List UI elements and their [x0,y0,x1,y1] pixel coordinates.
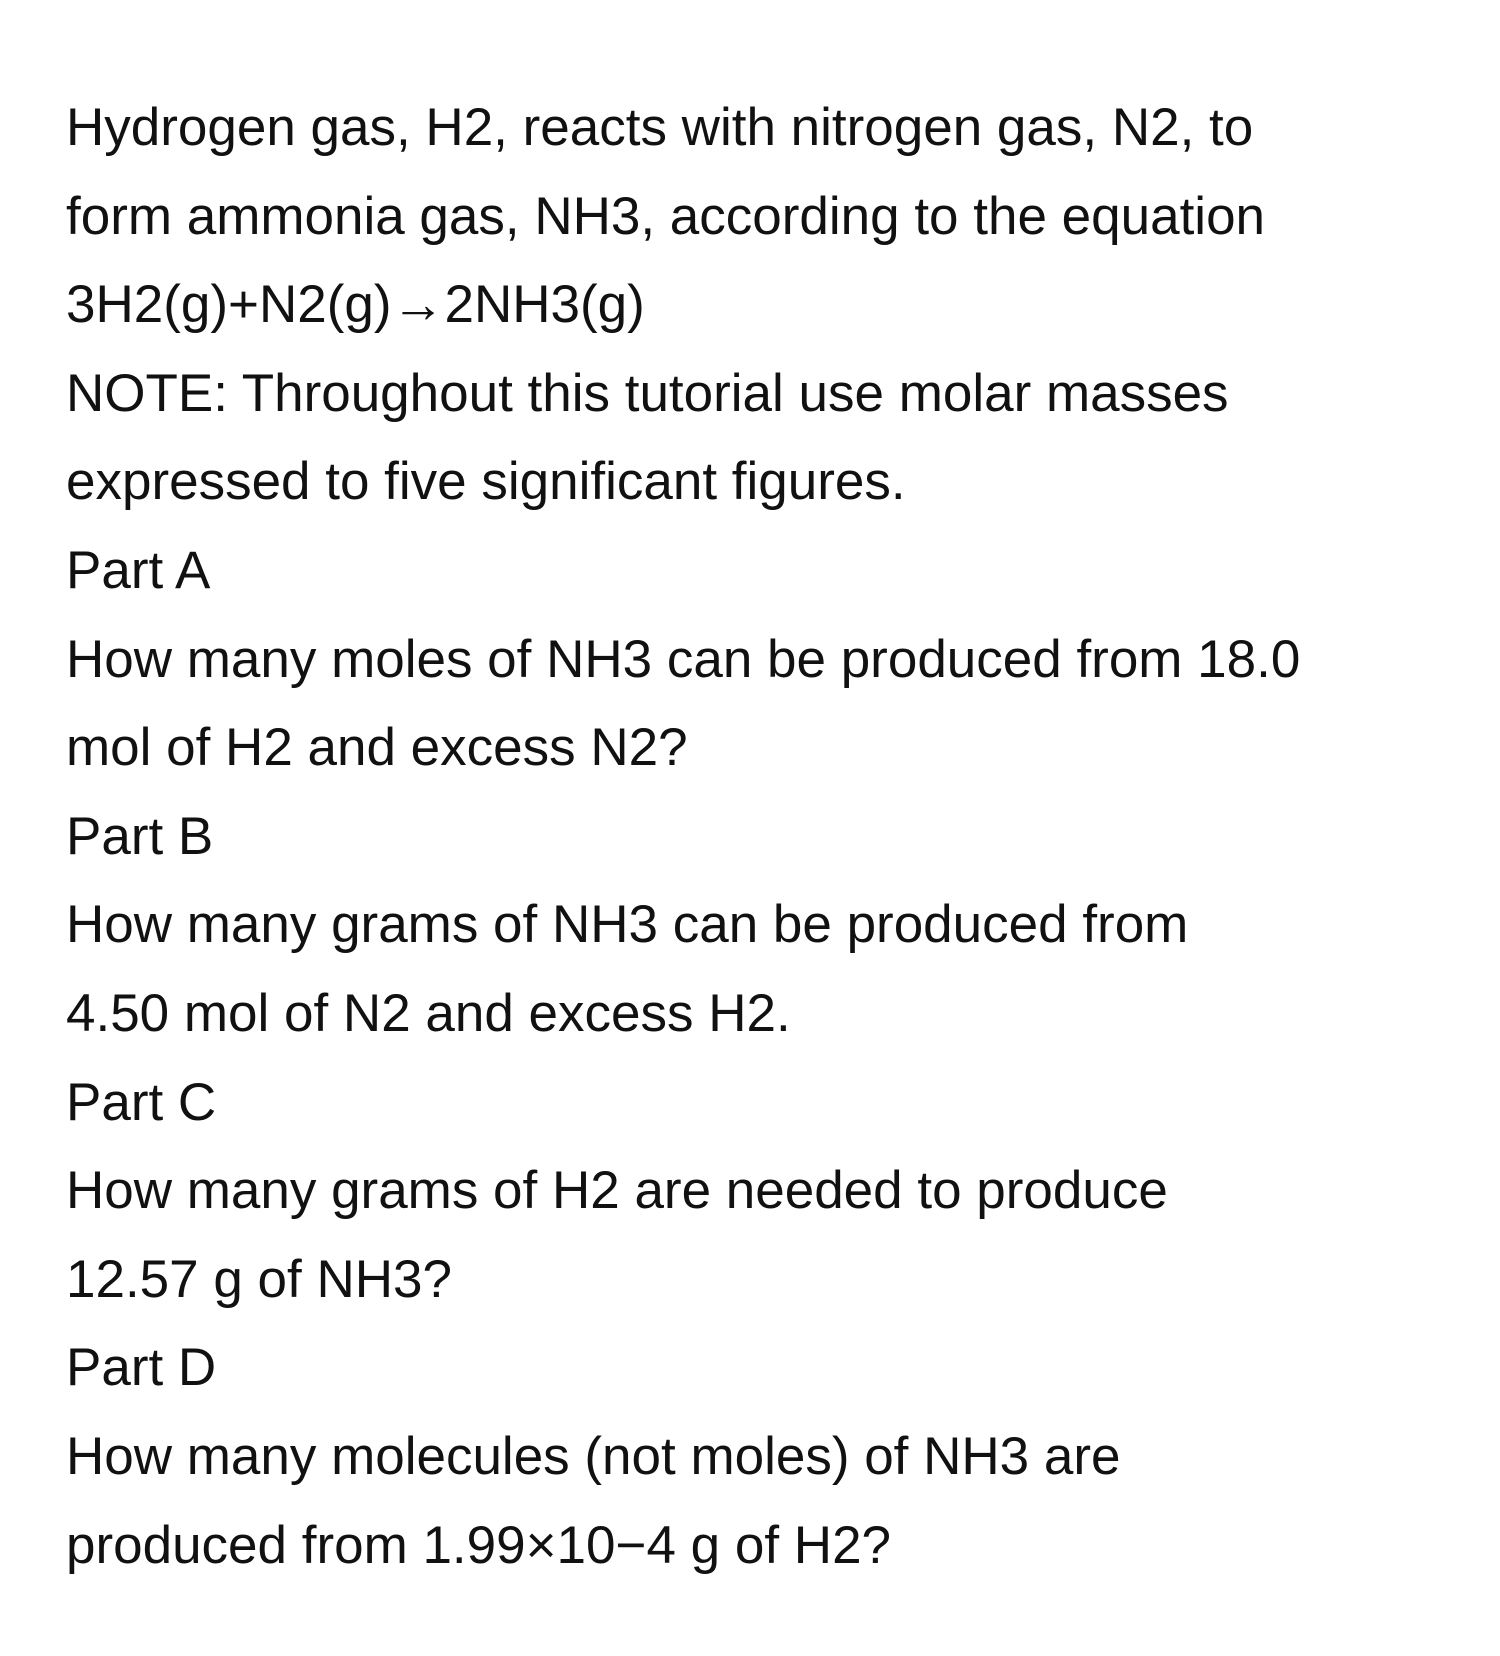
question-line: How many molecules (not moles) of NH3 are [66,1426,1121,1486]
question-line: produced from 1.99×10−4 g of H2? [66,1515,892,1575]
note-line: NOTE: Throughout this tutorial use molar masses [66,363,1229,423]
intro-line: Hydrogen gas, H2, reacts with nitrogen gas, N2, to [66,98,1254,157]
part-d [66,1324,1466,1590]
question-line: 4.50 mol of N2 and excess H2. [66,983,791,1043]
problem-document [66,84,1466,1590]
part-label: Part B [66,806,214,866]
question-line: How many moles of NH3 can be produced from 18.0 [66,629,1301,689]
note-paragraph [66,350,1466,527]
part-c [66,1059,1466,1325]
part-label: Part A [66,540,211,600]
chemical-equation: 3H2(g)+N2(g)→2NH3(g) [66,275,645,335]
note-line: expressed to five significant figures. [66,452,906,512]
question-line: mol of H2 and excess N2? [66,718,688,778]
part-label: Part D [66,1338,217,1398]
question-line: How many grams of H2 are needed to produce [66,1161,1168,1221]
question-line: How many grams of NH3 can be produced from [66,895,1189,955]
part-b [66,793,1466,1059]
intro-line: form ammonia gas, NH3, according to the equation [66,186,1266,246]
question-line: 12.57 g of NH3? [66,1249,452,1309]
part-a [66,527,1466,793]
intro-paragraph [66,84,1466,350]
part-label: Part C [66,1072,217,1132]
